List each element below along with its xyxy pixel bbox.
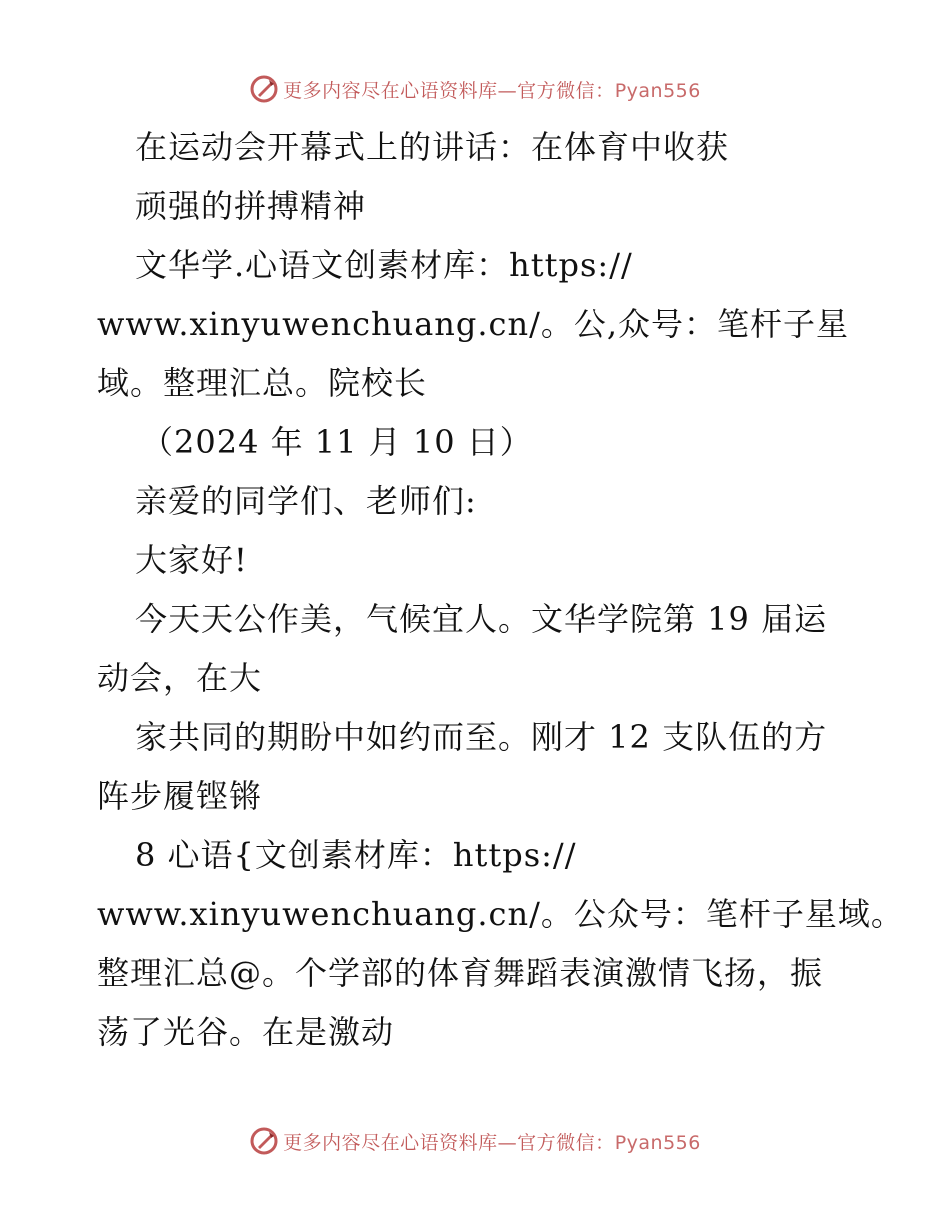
text-line: 域。整理汇总。院校长 — [97, 364, 428, 402]
text-line: 顽强的拼搏精神 — [135, 187, 367, 225]
text-line: www.xinyuwenchuang.cn/。公,众号：笔杆子星 — [97, 305, 850, 343]
text-line: 在运动会开幕式上的讲话：在体育中收获 — [135, 128, 730, 166]
text-line: 大家好! — [135, 541, 248, 579]
text-line: 动会，在大 — [97, 659, 263, 697]
text-line: 亲爱的同学们、老师们: — [135, 482, 477, 520]
banner-text: 更多内容尽在心语资料库—官方微信：Pyan556 — [283, 1131, 701, 1154]
text-line: 阵步履铿锵 — [97, 777, 263, 815]
header-banner — [0, 72, 950, 106]
footer-banner — [0, 1124, 950, 1158]
banner-text: 更多内容尽在心语资料库—官方微信：Pyan556 — [283, 79, 701, 102]
text-line: 今天天公作美，气候宜人。文华学院第 19 届运 — [135, 600, 828, 638]
text-line: 8 心语{文创素材库：https:// — [135, 836, 577, 874]
text-line: （2024 年 11 月 10 日） — [141, 423, 533, 461]
text-line: 荡了光谷。在是激动 — [97, 1013, 395, 1051]
text-line: 文华学.心语文创素材库：https:// — [135, 246, 633, 284]
quill-logo-icon — [249, 1126, 279, 1156]
text-line: 家共同的期盼中如约而至。刚才 12 支队伍的方 — [135, 718, 828, 756]
text-line: www.xinyuwenchuang.cn/。公众号：笔杆子星域。 — [97, 895, 904, 933]
document-body — [97, 118, 904, 1062]
text-line: 整理汇总@。个学部的体育舞蹈表演激情飞扬，振 — [97, 954, 824, 992]
quill-logo-icon — [249, 74, 279, 104]
